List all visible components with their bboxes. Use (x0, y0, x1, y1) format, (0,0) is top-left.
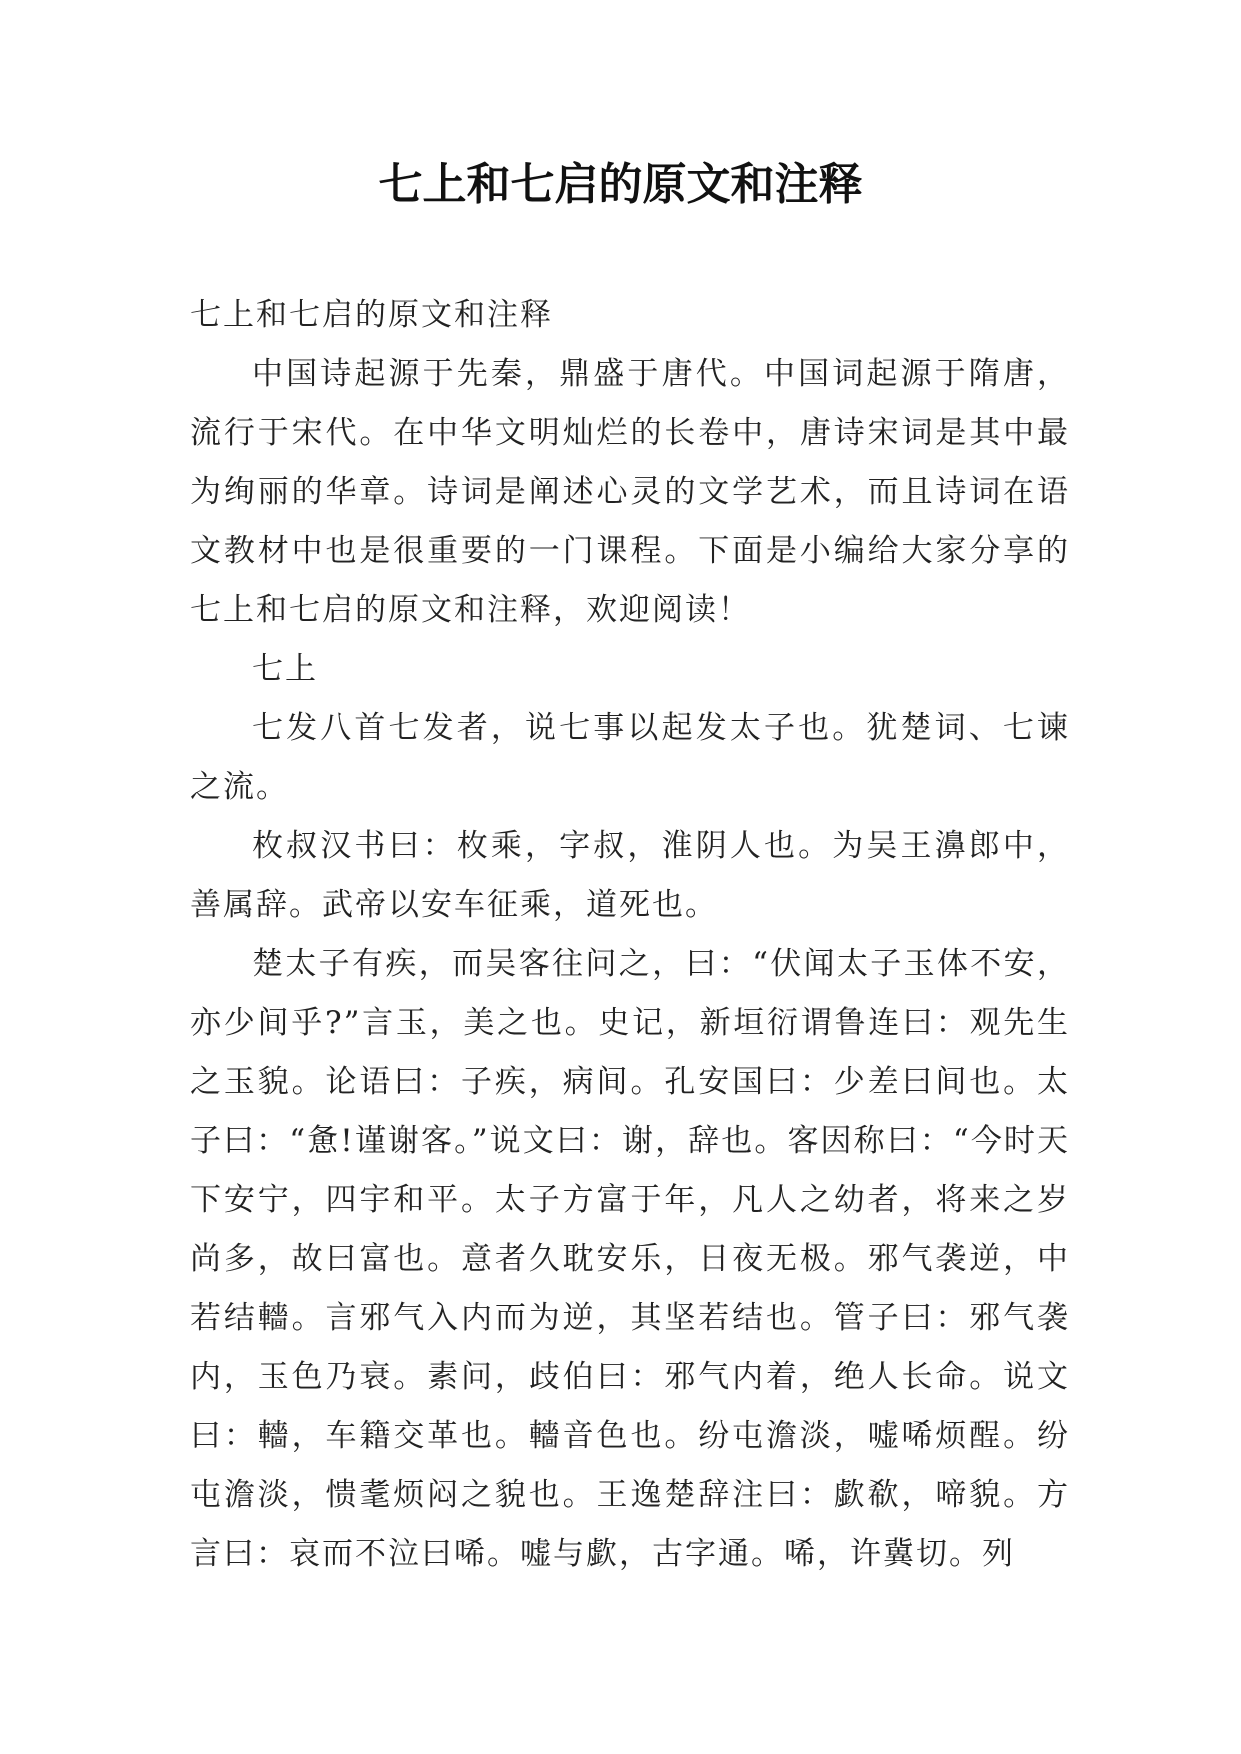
document-body (190, 286, 1070, 1584)
paragraph-meishu: 枚叔汉书曰：枚乘，字叔，淮阴人也。为吴王濞郎中，善属辞。武帝以安车征乘，道死也。 (190, 828, 1070, 923)
paragraph-heading: 七上和七启的原文和注释 (190, 297, 553, 333)
paragraph-qifa: 七发八首七发者，说七事以起发太子也。犹楚词、七谏之流。 (190, 710, 1070, 805)
paragraph-chu-taizi: 楚太子有疾，而吴客往问之，曰：“伏闻太子玉体不安，亦少间乎?”言玉，美之也。史记，新垣衍谓鲁连曰：观先生之玉貌。论语曰：子疾，病间。孔安国曰：少差曰间也。太子曰：“惫!谨谢客。”说文曰：谢，辞也。客因称曰：“今时天下安宁，四宇和平。太子方富于年，凡人之幼者，将来之岁尚多，故曰富也。意者久耽安乐，日夜无极。邪气袭逆，中若结轖。言邪气入内而为逆，其坚若结也。管子曰：邪气袭内，玉色乃衰。素问，歧伯曰：邪气内着，绝人长命。说文曰：轖，车籍交革也。轖音色也。纷屯澹淡，嘘唏烦酲。纷屯澹淡，愦耄烦闷之貌也。王逸楚辞注曰：歔欷，啼貌。方言曰：哀而不泣曰唏。嘘与歔，古字通。唏，许冀切。列 (190, 946, 1070, 1572)
paragraph-intro: 中国诗起源于先秦，鼎盛于唐代。中国词起源于隋唐，流行于宋代。在中华文明灿烂的长卷中，唐诗宋词是其中最为绚丽的华章。诗词是阐述心灵的文学艺术，而且诗词在语文教材中也是很重要的一门课程。下面是小编给大家分享的七上和七启的原文和注释，欢迎阅读！ (190, 356, 1070, 628)
document-title: 七上和七启的原文和注释 (378, 159, 863, 210)
section-heading-qishang: 七上 (252, 651, 318, 687)
